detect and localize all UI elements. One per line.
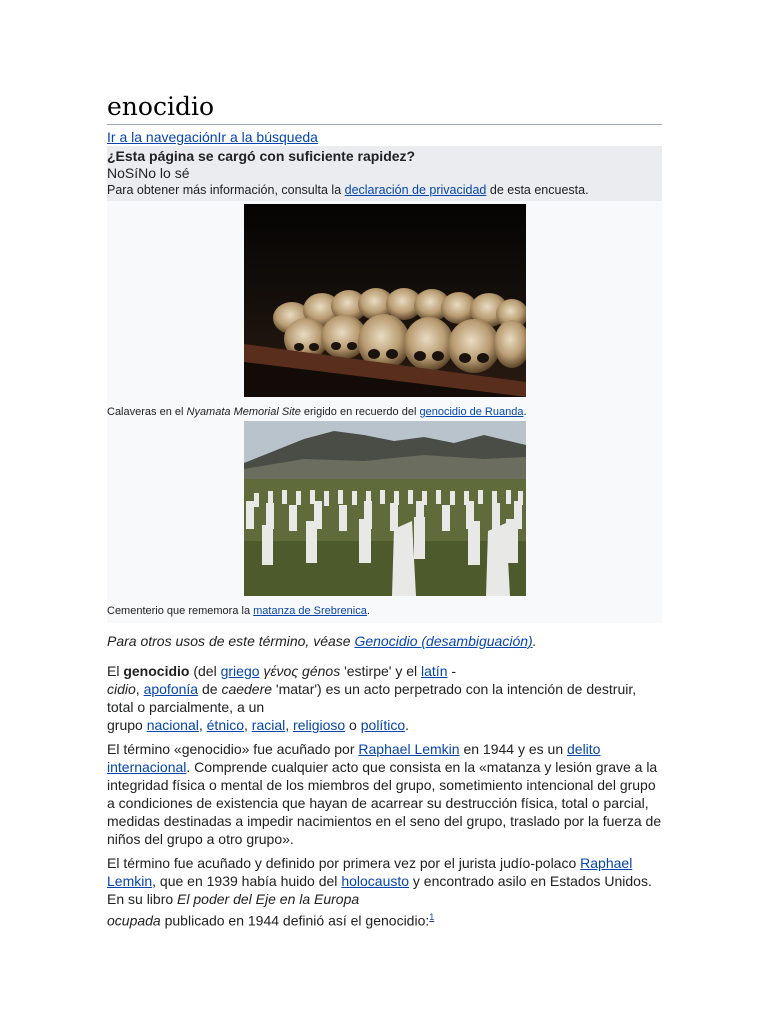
caption-end: .	[366, 605, 370, 617]
caption-text: Cementerio que rememora la	[107, 605, 254, 617]
article	[107, 90, 662, 936]
text: publicado en 1944 definió así el genocidio:	[160, 912, 430, 929]
hatnote-text: Para otros usos de este término, véase	[107, 633, 355, 649]
apofonia-link[interactable]: apofonía	[143, 681, 199, 697]
survey-option-dont-know[interactable]: No lo sé	[138, 165, 190, 181]
racial-link[interactable]: racial	[251, 717, 286, 733]
text: , que en 1939 había huido del	[152, 873, 342, 889]
history-paragraph	[107, 854, 662, 930]
book-title: El poder del Eje en la Europa	[177, 891, 360, 907]
caption-text: Calaveras en el	[107, 406, 187, 418]
term-bold: genocidio	[123, 663, 190, 679]
text: ,	[244, 717, 252, 733]
intro-paragraph	[107, 662, 662, 734]
caedere-term: caedere	[221, 681, 273, 697]
survey-question: ¿Esta página se cargó con suficiente rapidez?	[107, 148, 416, 164]
reference-1-link[interactable]: 1	[429, 912, 435, 922]
figures	[107, 201, 662, 623]
skulls-image[interactable]	[244, 204, 526, 397]
text: El término fue acuñado y definido por primera vez por el jurista judío-polaco	[107, 855, 581, 871]
text: . Comprende cualquier acto que consista en la «matanza y lesión grave a la integridad física o mental de los miembros del grupo, sometimiento intencional del grupo a condiciones de existencia que hayan de acarrear su destrucción física, total o parcial, medidas destinadas a impedir nacimientos en el seno del grupo, traslado por la fuerza de niños del grupo a otro grupo».	[107, 759, 662, 847]
privacy-statement-link[interactable]: declaración de privacidad	[344, 183, 487, 197]
text: -	[447, 663, 457, 679]
book-title-end: ocupada	[107, 912, 161, 929]
survey-box	[107, 146, 662, 201]
text: en 1944 y es un	[459, 741, 567, 757]
figure-skulls	[107, 204, 662, 419]
religioso-link[interactable]: religioso	[293, 717, 346, 733]
text: El	[107, 663, 124, 679]
text: .	[405, 717, 409, 733]
greek-term: γένος génos	[263, 663, 341, 679]
greek-link[interactable]: griego	[220, 663, 260, 679]
survey-option-no[interactable]: No	[107, 165, 125, 181]
text: 'matar') es un acto perpetrado con la intención de destruir, total o parcialmente, a un	[107, 681, 637, 715]
definition-paragraph	[107, 740, 662, 848]
disambiguation-hatnote	[107, 632, 662, 650]
survey-note-end: de esta encuesta.	[486, 183, 589, 197]
figure-skulls-caption	[107, 405, 662, 419]
text: ,	[198, 717, 207, 733]
caption-italic: Nyamata Memorial Site	[186, 406, 301, 418]
text: y encontrado asilo en Estados Unidos. En su libro	[107, 873, 652, 907]
caption-end: .	[523, 406, 527, 418]
rwanda-genocide-link[interactable]: genocidio de Ruanda	[419, 406, 524, 418]
raphael-lemkin-link[interactable]: Raphael Lemkin	[358, 741, 460, 757]
page-title: enocidio	[107, 90, 662, 125]
figure-cemetery-caption	[107, 604, 662, 618]
text: o	[345, 717, 361, 733]
latin-link[interactable]: latín	[421, 663, 448, 679]
caption-text: erigido en recuerdo del	[300, 406, 420, 418]
survey-options	[107, 165, 662, 182]
etnico-link[interactable]: étnico	[206, 717, 244, 733]
cidio-term: cidio	[107, 681, 136, 697]
text: ,	[135, 681, 144, 697]
text: 'estirpe' y el	[340, 663, 422, 679]
survey-note-text: Para obtener más información, consulta la	[107, 183, 345, 197]
politico-link[interactable]: político	[360, 717, 406, 733]
raphael-lemkin-link-2[interactable]: Raphael Lemkin	[107, 855, 633, 889]
skip-links	[107, 128, 662, 146]
text: ,	[285, 717, 294, 733]
skip-to-search-link[interactable]: Ir a la búsqueda	[217, 129, 318, 145]
text: El término «genocidio» fue acuñado por	[107, 741, 359, 757]
srebrenica-massacre-link[interactable]: matanza de Srebrenica	[253, 605, 367, 617]
text: (del	[189, 663, 221, 679]
hatnote-end: .	[532, 633, 537, 649]
survey-option-yes[interactable]: Sí	[124, 165, 139, 181]
text: de	[198, 681, 222, 697]
disambiguation-link[interactable]: Genocidio (desambiguación)	[354, 633, 533, 649]
holocaust-link[interactable]: holocausto	[341, 873, 410, 889]
survey-note	[107, 182, 662, 199]
text: grupo	[107, 717, 147, 733]
cemetery-image[interactable]	[244, 421, 526, 596]
international-crime-link[interactable]: delito internacional	[107, 741, 601, 775]
nacional-link[interactable]: nacional	[146, 717, 199, 733]
skip-to-navigation-link[interactable]: Ir a la navegación	[107, 129, 218, 145]
figure-cemetery	[107, 421, 662, 618]
